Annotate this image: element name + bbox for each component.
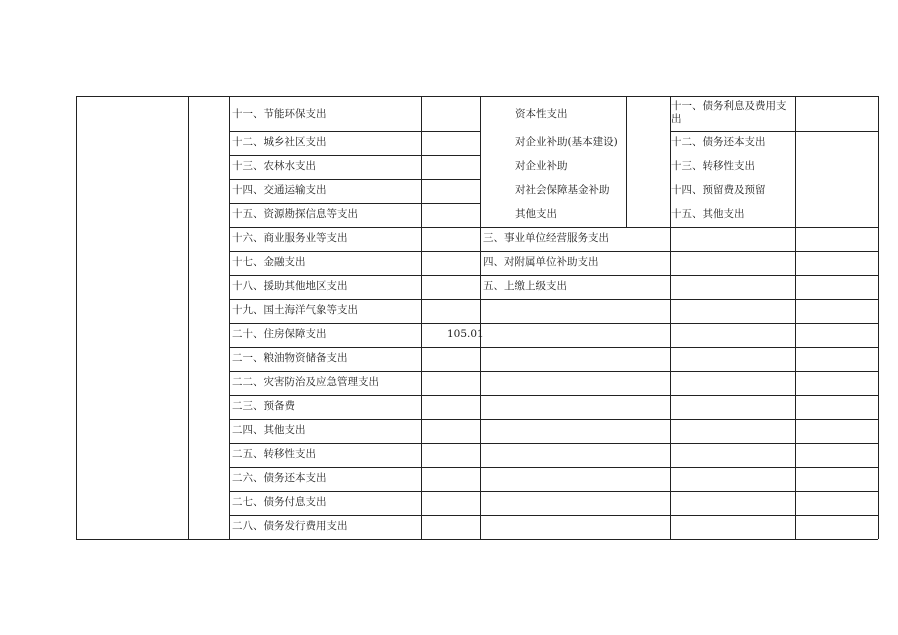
row-divider bbox=[229, 155, 421, 156]
table-cell-item: 十一、节能环保支出 bbox=[232, 108, 327, 120]
row-divider bbox=[670, 275, 795, 276]
table-cell-item: 二四、其他支出 bbox=[232, 424, 306, 436]
row-divider bbox=[480, 347, 670, 348]
row-divider bbox=[795, 419, 878, 420]
row-divider bbox=[421, 227, 480, 228]
table-cell-item: 二一、粮油物资储备支出 bbox=[232, 352, 348, 364]
row-divider bbox=[421, 515, 480, 516]
row-divider bbox=[670, 467, 795, 468]
row-divider bbox=[670, 515, 795, 516]
row-divider bbox=[480, 491, 670, 492]
table-cell-item: 十六、商业服务业等支出 bbox=[232, 232, 348, 244]
table-cell-item: 二二、灾害防治及应急管理支出 bbox=[232, 376, 379, 388]
row-divider bbox=[421, 131, 480, 132]
row-divider bbox=[229, 323, 421, 324]
table-cell-item: 二六、债务还本支出 bbox=[232, 472, 327, 484]
row-divider bbox=[229, 419, 421, 420]
row-divider bbox=[670, 323, 795, 324]
row-divider bbox=[421, 179, 480, 180]
table-cell-category: 三、事业单位经营服务支出 bbox=[483, 232, 609, 244]
row-divider bbox=[421, 395, 480, 396]
column-divider bbox=[229, 96, 230, 539]
table-cell-category: 十五、其他支出 bbox=[671, 208, 745, 220]
table-border-bottom bbox=[76, 539, 878, 540]
row-divider bbox=[480, 395, 670, 396]
row-divider bbox=[795, 299, 878, 300]
row-divider bbox=[229, 395, 421, 396]
column-divider bbox=[626, 96, 627, 227]
table-cell-category: 对企业补助(基本建设) bbox=[515, 136, 618, 148]
row-divider bbox=[421, 371, 480, 372]
row-divider bbox=[229, 347, 421, 348]
row-divider bbox=[670, 371, 795, 372]
table-cell-category: 对企业补助 bbox=[515, 160, 568, 172]
row-divider bbox=[229, 515, 421, 516]
row-divider bbox=[421, 155, 480, 156]
row-divider bbox=[670, 395, 795, 396]
row-divider bbox=[421, 299, 480, 300]
row-divider bbox=[229, 467, 421, 468]
column-divider bbox=[795, 96, 796, 539]
table-cell-item: 十三、农林水支出 bbox=[232, 160, 316, 172]
row-divider bbox=[229, 275, 421, 276]
row-divider bbox=[795, 131, 878, 132]
row-divider bbox=[229, 371, 421, 372]
table-cell-category: 四、对附属单位补助支出 bbox=[483, 256, 599, 268]
table-border-top bbox=[76, 96, 878, 97]
row-divider bbox=[480, 251, 670, 252]
table-grid bbox=[76, 96, 878, 534]
row-divider bbox=[670, 227, 795, 228]
column-divider bbox=[421, 96, 422, 539]
row-divider bbox=[670, 443, 795, 444]
table-cell-category: 十三、转移性支出 bbox=[671, 160, 755, 172]
table-cell-category: 对社会保障基金补助 bbox=[515, 184, 610, 196]
table-cell-item: 二七、债务付息支出 bbox=[232, 496, 327, 508]
row-divider bbox=[795, 395, 878, 396]
table-cell-category: 五、上缴上级支出 bbox=[483, 280, 567, 292]
row-divider bbox=[480, 299, 670, 300]
table-cell-category: 十四、预留费及预留 bbox=[671, 184, 766, 196]
row-divider bbox=[421, 275, 480, 276]
row-divider bbox=[480, 227, 626, 228]
row-divider bbox=[670, 251, 795, 252]
row-divider bbox=[229, 179, 421, 180]
row-divider bbox=[795, 227, 878, 228]
row-divider bbox=[795, 323, 878, 324]
column-divider bbox=[188, 96, 189, 539]
table-cell-item: 十八、援助其他地区支出 bbox=[232, 280, 348, 292]
table-cell-category: 其他支出 bbox=[515, 208, 557, 220]
row-divider bbox=[421, 419, 480, 420]
row-divider bbox=[480, 443, 670, 444]
table-cell-item: 二三、预备费 bbox=[232, 400, 295, 412]
row-divider bbox=[229, 251, 421, 252]
table-cell-item: 十二、城乡社区支出 bbox=[232, 136, 327, 148]
row-divider bbox=[421, 203, 480, 204]
column-divider bbox=[480, 96, 481, 539]
row-divider bbox=[229, 227, 421, 228]
row-divider bbox=[795, 251, 878, 252]
table-cell-item: 十四、交通运输支出 bbox=[232, 184, 327, 196]
row-divider bbox=[421, 347, 480, 348]
table-cell-item: 十七、金融支出 bbox=[232, 256, 306, 268]
table-cell-item: 十五、资源勘探信息等支出 bbox=[232, 208, 358, 220]
table-cell-value: 105.01 bbox=[447, 328, 484, 340]
table-border-right bbox=[878, 96, 879, 539]
row-divider bbox=[421, 467, 480, 468]
table-cell-item: 二五、转移性支出 bbox=[232, 448, 316, 460]
table-cell-category: 资本性支出 bbox=[515, 108, 568, 120]
row-divider bbox=[421, 443, 480, 444]
row-divider bbox=[670, 419, 795, 420]
row-divider bbox=[795, 491, 878, 492]
row-divider bbox=[229, 491, 421, 492]
row-divider bbox=[480, 371, 670, 372]
row-divider bbox=[670, 299, 795, 300]
row-divider bbox=[480, 323, 670, 324]
row-divider bbox=[229, 131, 421, 132]
row-divider bbox=[480, 419, 670, 420]
row-divider bbox=[670, 131, 795, 132]
table-cell-item: 二十、住房保障支出 bbox=[232, 328, 327, 340]
row-divider bbox=[670, 347, 795, 348]
row-divider bbox=[795, 515, 878, 516]
row-divider bbox=[670, 491, 795, 492]
table-border-left bbox=[76, 96, 77, 539]
table-cell-item: 十九、国土海洋气象等支出 bbox=[232, 304, 358, 316]
row-divider bbox=[795, 371, 878, 372]
row-divider bbox=[421, 323, 480, 324]
table-cell-item: 二八、债务发行费用支出 bbox=[232, 520, 348, 532]
row-divider bbox=[795, 275, 878, 276]
row-divider bbox=[795, 347, 878, 348]
table-cell-category: 十二、债务还本支出 bbox=[671, 136, 766, 148]
row-divider bbox=[229, 443, 421, 444]
row-divider bbox=[229, 299, 421, 300]
row-divider bbox=[480, 515, 670, 516]
table-cell-category: 十一、债务利息及费用支出 bbox=[671, 100, 787, 125]
row-divider bbox=[229, 203, 421, 204]
row-divider bbox=[795, 467, 878, 468]
row-divider bbox=[421, 251, 480, 252]
row-divider bbox=[421, 491, 480, 492]
row-divider bbox=[480, 467, 670, 468]
row-divider bbox=[480, 275, 670, 276]
budget-table bbox=[76, 96, 878, 534]
row-divider bbox=[795, 443, 878, 444]
